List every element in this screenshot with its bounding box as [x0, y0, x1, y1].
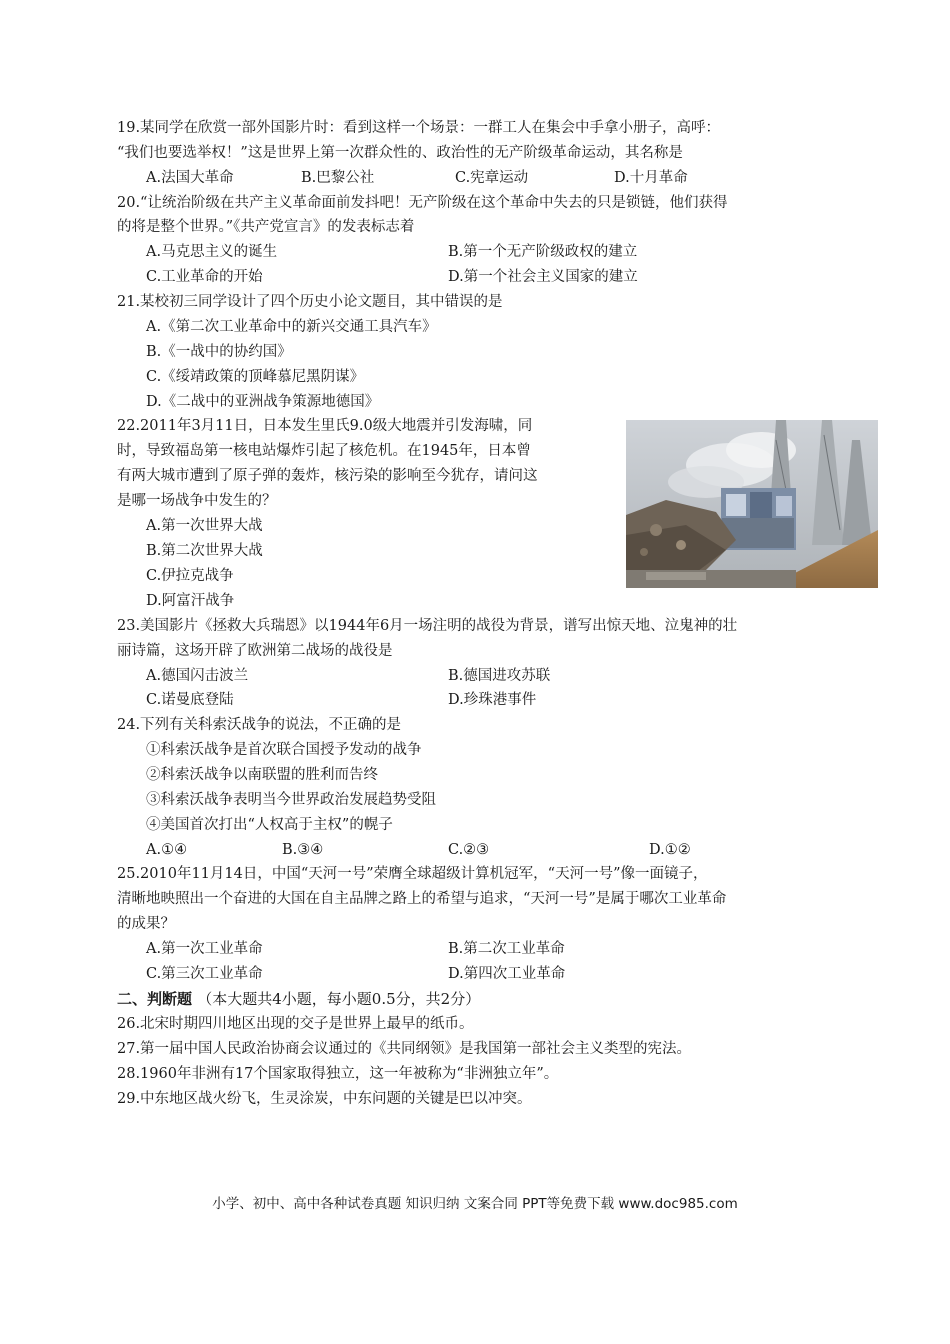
q19-line2: “我们也要选举权！”这是世界上第一次群众性的、政治性的无产阶级革命运动，其名称是 [117, 145, 683, 161]
q25-option-c: C.第三次工业革命 [146, 966, 263, 982]
q25-option-a: A.第一次工业革命 [146, 941, 263, 957]
q20-line1: 20.“让统治阶级在共产主义革命面前发抖吧！无产阶级在这个革命中失去的只是锁链，他们获得 [117, 195, 728, 211]
q22-option-b: B.第二次世界大战 [146, 543, 263, 559]
q25-line3: 的成果？ [117, 916, 175, 932]
q20-option-a: A.马克思主义的诞生 [146, 244, 278, 260]
q24-option-a: A.①④ [146, 842, 188, 858]
q21-option-a: A.《第二次工业革命中的新兴交通工具汽车》 [146, 319, 437, 335]
q22-option-c: C.伊拉克战争 [146, 568, 234, 584]
section-2-title: 二、判断题 [117, 990, 193, 1008]
q19-option-b: B.巴黎公社 [301, 170, 375, 186]
q23-option-a: A.德国闪击波兰 [146, 668, 249, 684]
q25-line2: 清晰地映照出一个奋进的大国在自主品牌之路上的希望与追求，“天河一号”是属于哪次工业革命 [117, 891, 727, 907]
q20-option-b: B.第一个无产阶级政权的建立 [448, 244, 638, 260]
q19-line1: 19.某同学在欣赏一部外国影片时：看到这样一个场景：一群工人在集会中手拿小册子，高呼： [117, 120, 721, 136]
q21-option-b: B.《一战中的协约国》 [146, 344, 292, 360]
q24-statement-2: ②科索沃战争以南联盟的胜利而告终 [146, 767, 378, 783]
q29-text: 29.中东地区战火纷飞，生灵涂炭，中东问题的关键是巴以冲突。 [117, 1091, 532, 1107]
q21-line1: 21.某校初三同学设计了四个历史小论文题目，其中错误的是 [117, 294, 503, 310]
q22-option-d: D.阿富汗战争 [146, 593, 235, 609]
q27-text: 27.第一届中国人民政治协商会议通过的《共同纲领》是我国第一部社会主义类型的宪法。 [117, 1041, 692, 1057]
fukushima-plant-photo [626, 420, 878, 588]
q24-line1: 24.下列有关科索沃战争的说法，不正确的是 [117, 717, 402, 733]
q25-option-b: B.第二次工业革命 [448, 941, 565, 957]
q24-option-c: C.②③ [448, 842, 490, 858]
q24-option-b: B.③④ [282, 842, 324, 858]
q19-option-a: A.法国大革命 [146, 170, 234, 186]
q20-line2: 的将是整个世界。”《共产党宣言》的发表标志着 [117, 219, 415, 235]
q19-option-c: C.宪章运动 [455, 170, 529, 186]
q22-line1: 22.2011年3月11日，日本发生里氏9.0级大地震并引发海啸，同 [117, 418, 533, 434]
q22-line3: 有两大城市遭到了原子弹的轰炸，核污染的影响至今犹存，请问这 [117, 468, 538, 484]
q22-option-a: A.第一次世界大战 [146, 518, 263, 534]
q25-line1: 25.2010年11月14日，中国“天河一号”荣膺全球超级计算机冠军，“天河一号”像一面镜子， [117, 866, 708, 882]
section-2-heading [117, 989, 480, 1009]
q24-statement-3: ③科索沃战争表明当今世界政治发展趋势受阻 [146, 792, 436, 808]
q21-option-c: C.《绥靖政策的顶峰慕尼黑阴谋》 [146, 369, 365, 385]
q19-option-d: D.十月革命 [614, 170, 688, 186]
q24-option-d: D.①② [649, 842, 691, 858]
q23-line2: 丽诗篇，这场开辟了欧洲第二战场的战役是 [117, 643, 393, 659]
q26-text: 26.北宋时期四川地区出现的交子是世界上最早的纸币。 [117, 1016, 474, 1032]
q24-statement-1: ①科索沃战争是首次联合国授予发动的战争 [146, 742, 422, 758]
q20-option-c: C.工业革命的开始 [146, 269, 263, 285]
q24-statement-4: ④美国首次打出“人权高于主权”的幌子 [146, 817, 393, 833]
q23-line1: 23.美国影片《拯救大兵瑞恩》以1944年6月一场注明的战役为背景，谱写出惊天地、泣鬼神的壮 [117, 618, 738, 634]
q23-option-c: C.诺曼底登陆 [146, 692, 234, 708]
q28-text: 28.1960年非洲有17个国家取得独立，这一年被称为“非洲独立年”。 [117, 1066, 559, 1082]
fukushima-plant-illustration [626, 420, 878, 588]
footer-download-link[interactable]: 小学、初中、高中各种试卷真题 知识归纳 文案合同 PPT等免费下载 www.doc985.com [212, 1196, 738, 1212]
q23-option-b: B.德国进攻苏联 [448, 668, 551, 684]
q22-line4: 是哪一场战争中发生的？ [117, 493, 277, 509]
q21-option-d: D.《二战中的亚洲战争策源地德国》 [146, 394, 380, 410]
q23-option-d: D.珍珠港事件 [448, 692, 537, 708]
q25-option-d: D.第四次工业革命 [448, 966, 566, 982]
section-2-note: （本大题共4小题，每小题0.5分，共2分） [197, 990, 481, 1008]
q20-option-d: D.第一个社会主义国家的建立 [448, 269, 638, 285]
q22-line2: 时，导致福岛第一核电站爆炸引起了核危机。在1945年，日本曾 [117, 443, 531, 459]
